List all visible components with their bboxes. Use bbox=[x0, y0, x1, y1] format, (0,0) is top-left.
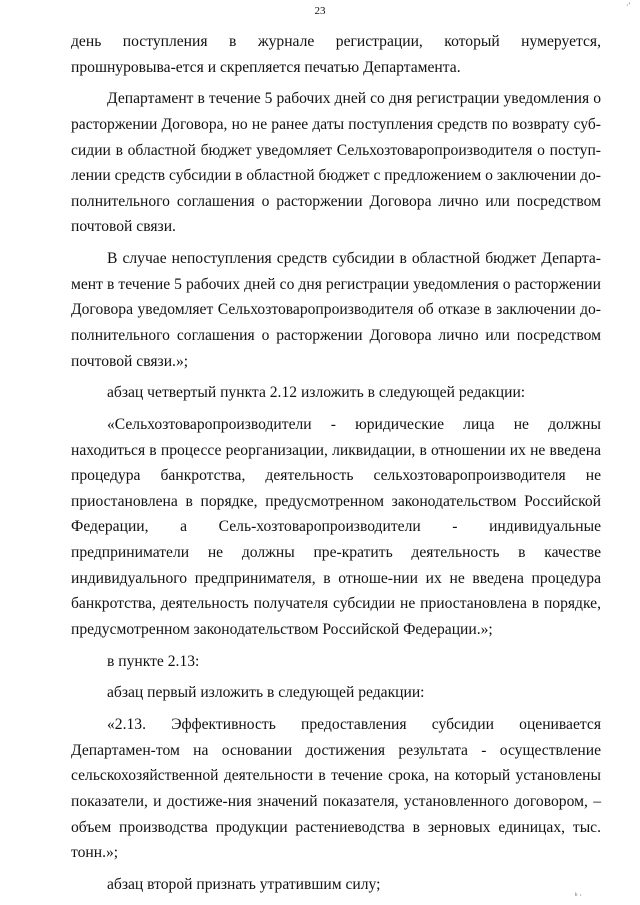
paragraph: Департамент в течение 5 рабочих дней со дня регистрации уведомления о расторжении Договора, но не ранее даты поступления средств по возврату суб-сидии в областной бюджет уведомляет Сельхозтоваропроизводителя о поступ-лении средств субсидии в областной бюджет с предложением о заключении до-полнительного соглашения о расторжении Договора лично или посредством почтовой связи. bbox=[71, 90, 601, 236]
paragraph: день поступления в журнале регистрации, который нумеруется, прошнуровыва-ется и скрепляется печатью Департамента. bbox=[71, 33, 601, 76]
paragraph: «2.13. Эффективность предоставления субсидии оценивается Департамен-том на основании достижения результата - осуществление сельскохозяйственной деятельности в течение срока, на который установлены показатели, и достиже-ния значений показателя, установленного договором, – объем производства продукции растениеводства в зерновых единицах, тыс. тонн.»; bbox=[71, 716, 601, 862]
paragraph: в пункте 2.13: bbox=[107, 652, 200, 670]
paragraph: абзац четвертый пункта 2.12 изложить в следующей редакции: bbox=[107, 384, 526, 402]
document-body bbox=[71, 29, 601, 904]
scan-mark-bottom: ᵇ · bbox=[574, 891, 582, 900]
paragraph: В случае непоступления средств субсидии в областной бюджет Департа-мент в течение 5 рабочих дней со дня регистрации уведомления о расторжении Договора уведомляет Сельхозтоваропроизводителя об отказе в заключении до-полнительного соглашения о расторжении Договора лично или посредством почтовой связи.»; bbox=[71, 250, 601, 370]
page-number: 23 bbox=[314, 5, 326, 17]
paragraph: абзац второй признать утратившим силу; bbox=[107, 875, 381, 893]
scan-mark-top: ·' bbox=[625, 1, 630, 10]
paragraph: абзац первый изложить в следующей редакции: bbox=[107, 684, 425, 702]
paragraph: «Сельхозтоваропроизводители - юридические лица не должны находиться в процессе реорганизации, ликвидации, в отношении их не введена процедура банкротства, деятельность сельхозтоваропроизводителя не приостановлена в порядке, предусмотренном законодательством Российской Федерации, а Сель-хозтоваропроизводители - индивидуальные предприниматели не должны пре-кратить деятельность в качестве индивидуального предпринимателя, в отноше-нии их не введена процедура банкротства, деятельность получателя субсидии не приостановлена в порядке, предусмотренном законодательством Российской Федерации.»; bbox=[71, 416, 601, 638]
